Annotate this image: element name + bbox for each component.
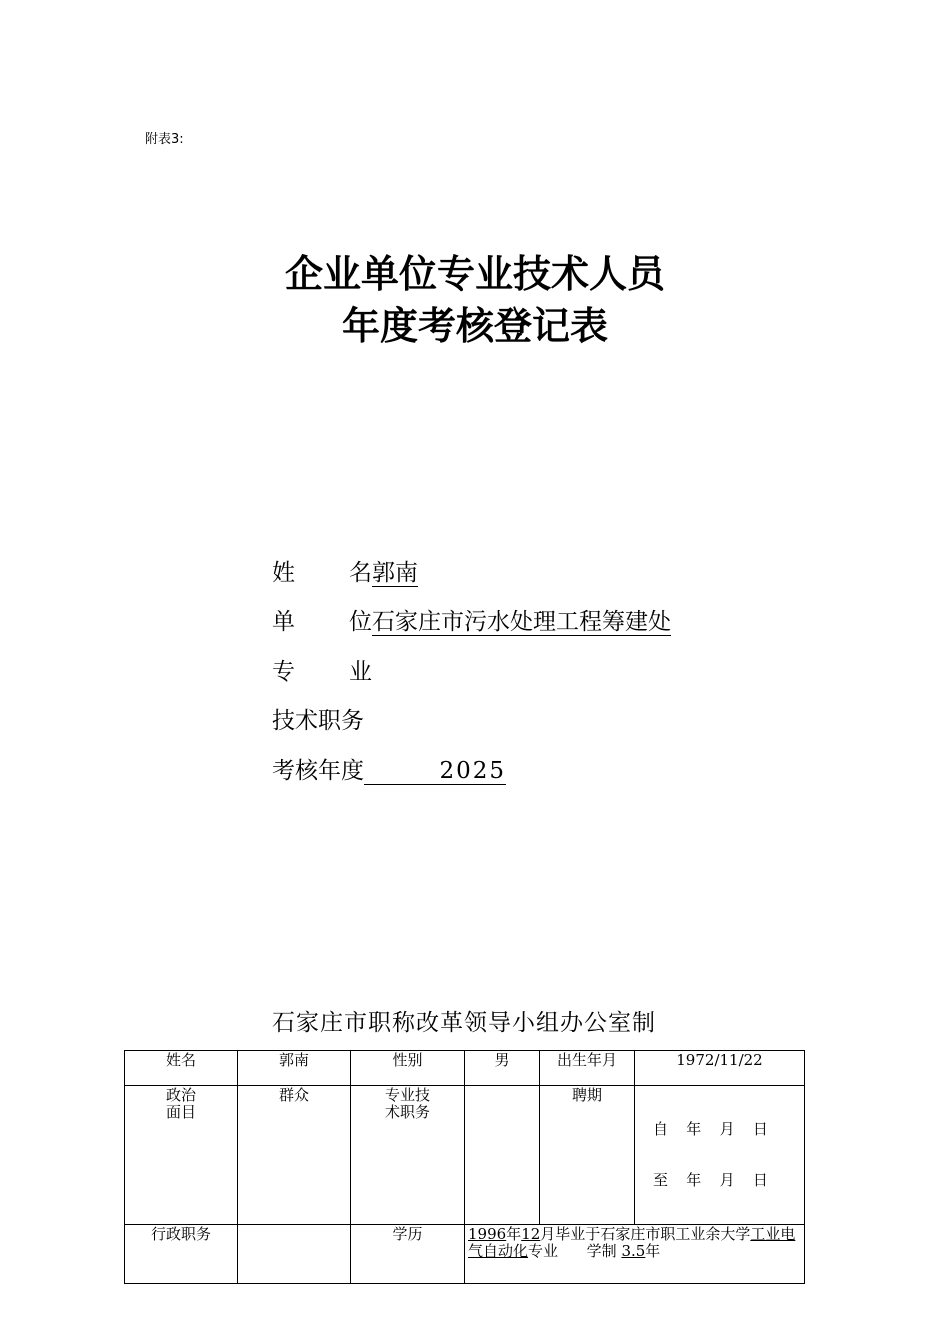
edu-month-unit: 月毕业于 [540,1225,601,1243]
edu-length-unit: 年 [645,1242,661,1260]
basic-info-table [124,1050,805,1284]
political-label-line: 政治 [165,1086,196,1104]
info-row-year [272,756,506,786]
major-label-part: 专 [272,659,295,685]
info-row-name [272,558,418,588]
cell-admin-value [238,1225,351,1284]
edu-year-unit: 年 [506,1225,522,1243]
attachment-label: 附表3: [145,132,184,147]
tech-title-label: 技术职务 [272,708,364,734]
cell-political-label [125,1086,238,1225]
info-row-tech-title [272,706,364,736]
cell-prof-title-label [351,1086,465,1225]
name-label-part: 名 [349,560,372,586]
cell-prof-title-value [465,1086,540,1225]
table-row [125,1086,805,1225]
edu-length-label: 学制 [586,1242,617,1260]
unit-label-part: 单 [272,609,295,635]
info-row-unit [272,607,671,637]
unit-label [272,607,372,637]
edu-major: 工业电气自动化 [468,1225,796,1260]
table-row [125,1225,805,1284]
cell-hire-label: 聘期 [540,1086,635,1225]
cell-gender-label: 性别 [351,1051,465,1086]
edu-month: 12 [521,1225,541,1243]
cell-name-label: 姓名 [125,1051,238,1086]
cell-hire-period [635,1086,805,1225]
hire-from: 自 年 月 日 [653,1120,769,1138]
cell-birth-label: 出生年月 [540,1051,635,1086]
hire-to: 至 年 月 日 [653,1171,769,1189]
form-title-line2: 年度考核登记表 [341,304,608,348]
edu-school: 石家庄市职工业余大学 [600,1225,751,1243]
name-label-part: 姓 [272,560,295,586]
form-title-line1: 企业单位专业技术人员 [284,252,665,296]
year-value: 2025 [364,758,506,785]
major-label-part: 业 [349,659,372,685]
cell-edu-value [465,1225,805,1284]
cell-political-value: 群众 [238,1086,351,1225]
cell-gender-value: 男 [465,1051,540,1086]
cell-birth-value: 1972/11/22 [635,1051,805,1086]
cell-edu-label: 学历 [351,1225,465,1284]
edu-length: 3.5 [621,1242,646,1260]
year-label: 考核年度 [272,758,364,784]
unit-value: 石家庄市污水处理工程筹建处 [372,609,671,635]
edu-major-unit: 专业 [528,1242,559,1260]
major-label [272,657,372,687]
table-row [125,1051,805,1086]
political-label-line: 面目 [165,1103,196,1121]
unit-label-part: 位 [349,609,372,635]
edu-year: 1996 [468,1225,507,1243]
info-row-major [272,657,372,687]
cell-admin-label: 行政职务 [125,1225,238,1284]
name-value: 郭南 [372,560,418,586]
prof-title-label-line: 术职务 [384,1103,430,1121]
issuer-line: 石家庄市职称改革领导小组办公室制 [272,1010,656,1036]
prof-title-label-line: 专业技 [384,1086,430,1104]
name-label [272,558,372,588]
cell-name-value: 郭南 [238,1051,351,1086]
